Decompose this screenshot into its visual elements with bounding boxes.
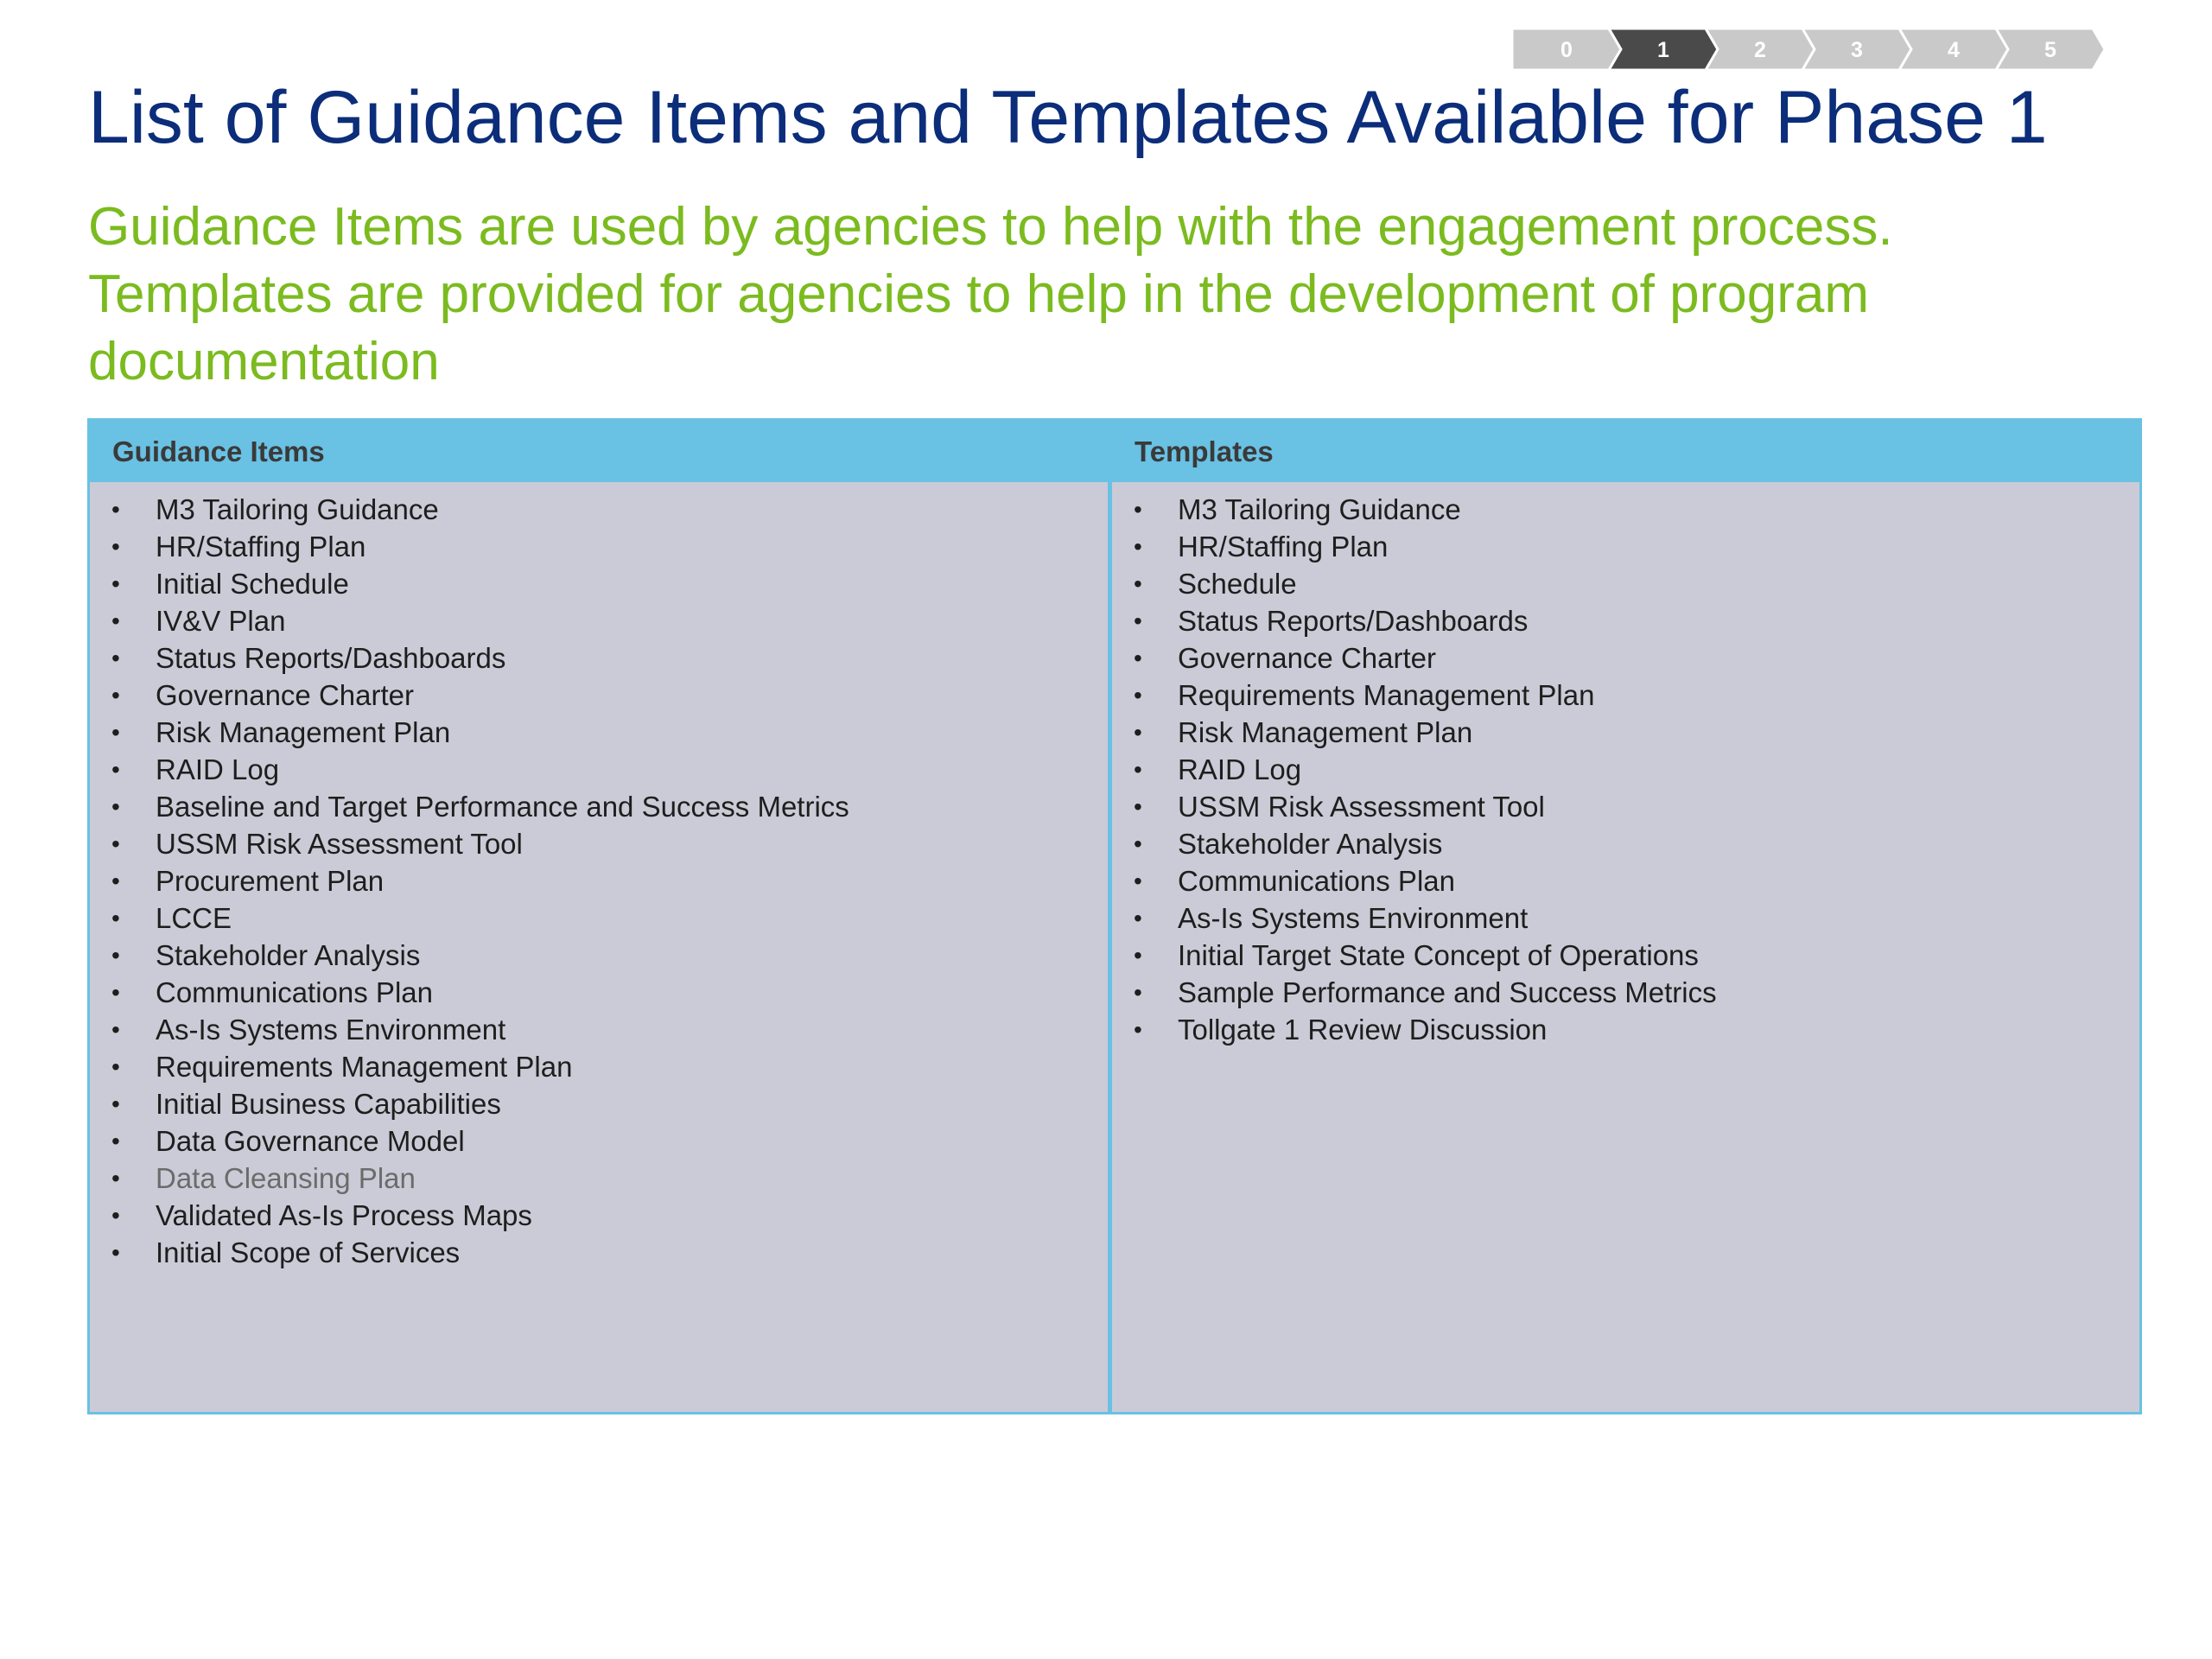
- templates-column: [1112, 421, 2139, 1412]
- phase-step-label: 5: [2044, 38, 2056, 62]
- list-item: [90, 751, 1108, 788]
- list-item: [1112, 825, 2139, 862]
- list-item: [90, 899, 1108, 937]
- bullet-icon: •: [111, 1053, 120, 1080]
- bullet-icon: •: [1134, 756, 1142, 783]
- list-item: [1112, 491, 2139, 528]
- bullet-icon: •: [111, 607, 120, 634]
- bullet-icon: •: [111, 533, 120, 560]
- list-item-label: RAID Log: [1178, 753, 1302, 785]
- list-item-label: Governance Charter: [1178, 642, 1436, 674]
- list-item-label: Tollgate 1 Review Discussion: [1178, 1014, 1548, 1046]
- subtitle-line: documentation: [88, 332, 440, 391]
- list-item-label: Stakeholder Analysis: [1178, 828, 1443, 860]
- list-item-label: Requirements Management Plan: [156, 1051, 573, 1083]
- bullet-icon: •: [1134, 830, 1142, 857]
- subtitle-line: Guidance Items are used by agencies to help with the engagement process.: [88, 197, 1893, 257]
- bullet-icon: •: [111, 1128, 120, 1154]
- phase-step-label: 1: [1657, 38, 1669, 62]
- list-item: [90, 1011, 1108, 1048]
- list-item: [1112, 602, 2139, 639]
- list-item: [90, 974, 1108, 1011]
- list-item-label: Risk Management Plan: [156, 716, 451, 748]
- bullet-icon: •: [1134, 942, 1142, 969]
- bullet-icon: •: [111, 1202, 120, 1229]
- list-item-label: Risk Management Plan: [1178, 716, 1473, 748]
- bullet-icon: •: [1134, 905, 1142, 931]
- bullet-icon: •: [1134, 793, 1142, 820]
- list-item-label: Stakeholder Analysis: [156, 939, 421, 971]
- bullet-icon: •: [1134, 719, 1142, 746]
- page-subtitle: [88, 194, 2145, 396]
- bullet-icon: •: [111, 719, 120, 746]
- bullet-icon: •: [111, 905, 120, 931]
- list-item: [90, 602, 1108, 639]
- list-item: [90, 788, 1108, 825]
- bullet-icon: •: [111, 1090, 120, 1117]
- list-item-label: Requirements Management Plan: [1178, 679, 1595, 711]
- list-item: [1112, 528, 2139, 565]
- list-item: [90, 825, 1108, 862]
- list-item: [90, 528, 1108, 565]
- list-item: [1112, 937, 2139, 974]
- bullet-icon: •: [111, 942, 120, 969]
- bullet-icon: •: [1134, 607, 1142, 634]
- list-item-label: Initial Business Capabilities: [156, 1088, 501, 1120]
- list-item-label: Sample Performance and Success Metrics: [1178, 976, 1717, 1008]
- templates-header: Templates: [1112, 421, 2139, 482]
- list-item-label: As-Is Systems Environment: [156, 1014, 506, 1046]
- list-item-label: Status Reports/Dashboards: [156, 642, 506, 674]
- list-item-label: Validated As-Is Process Maps: [156, 1199, 532, 1231]
- list-item-label: Governance Charter: [156, 679, 414, 711]
- list-item-label: HR/Staffing Plan: [1178, 531, 1389, 563]
- subtitle-line: Templates are provided for agencies to help in the development of program: [88, 264, 1869, 324]
- list-item: [90, 714, 1108, 751]
- bullet-icon: •: [111, 793, 120, 820]
- phase-stepper-graphic: [1512, 29, 2105, 70]
- list-item: [90, 639, 1108, 677]
- bullet-icon: •: [111, 1016, 120, 1043]
- list-item: [1112, 1011, 2139, 1048]
- phase-step-label: 2: [1754, 38, 1766, 62]
- bullet-icon: •: [1134, 645, 1142, 671]
- list-item: [1112, 565, 2139, 602]
- list-item-label: LCCE: [156, 902, 232, 934]
- list-item-label: USSM Risk Assessment Tool: [156, 828, 523, 860]
- list-item-label: Initial Schedule: [156, 568, 349, 600]
- list-item: [1112, 714, 2139, 751]
- list-item: [90, 937, 1108, 974]
- list-item-label: IV&V Plan: [156, 605, 286, 637]
- bullet-icon: •: [111, 830, 120, 857]
- phase-stepper: [1512, 29, 2105, 70]
- list-item: [90, 1122, 1108, 1160]
- list-item: [90, 677, 1108, 714]
- guidance-items-column: [90, 421, 1112, 1412]
- bullet-icon: •: [1134, 979, 1142, 1006]
- bullet-icon: •: [111, 570, 120, 597]
- bullet-icon: •: [1134, 682, 1142, 709]
- list-item-label: Baseline and Target Performance and Success Metrics: [156, 791, 849, 823]
- bullet-icon: •: [111, 979, 120, 1006]
- list-item-label: Initial Target State Concept of Operations: [1178, 939, 1699, 971]
- list-item: [90, 1085, 1108, 1122]
- list-item: [90, 491, 1108, 528]
- list-item: [90, 862, 1108, 899]
- list-item: [1112, 639, 2139, 677]
- phase-step-label: 3: [1851, 38, 1863, 62]
- phase-step-label: 4: [1948, 38, 1960, 62]
- guidance-items-list: [90, 482, 1108, 1271]
- bullet-icon: •: [111, 868, 120, 894]
- list-item-label: Initial Scope of Services: [156, 1236, 461, 1268]
- list-item: [90, 1234, 1108, 1271]
- bullet-icon: •: [1134, 868, 1142, 894]
- list-item: [1112, 862, 2139, 899]
- list-item-label: Data Cleansing Plan: [156, 1162, 416, 1194]
- list-item: [1112, 677, 2139, 714]
- list-item-label: Status Reports/Dashboards: [1178, 605, 1529, 637]
- list-item-label: Communications Plan: [1178, 865, 1455, 897]
- list-item-label: Procurement Plan: [156, 865, 385, 897]
- list-item-label: M3 Tailoring Guidance: [156, 493, 439, 525]
- page-title: List of Guidance Items and Templates Available for Phase 1: [88, 76, 2048, 159]
- bullet-icon: •: [111, 1165, 120, 1192]
- bullet-icon: •: [111, 682, 120, 709]
- list-item: [1112, 974, 2139, 1011]
- list-item-label: As-Is Systems Environment: [1178, 902, 1529, 934]
- bullet-icon: •: [111, 756, 120, 783]
- bullet-icon: •: [1134, 533, 1142, 560]
- list-item: [90, 565, 1108, 602]
- list-item: [1112, 899, 2139, 937]
- phase-step-label: 0: [1560, 38, 1573, 62]
- bullet-icon: •: [111, 496, 120, 523]
- guidance-items-header: Guidance Items: [90, 421, 1108, 482]
- templates-list: [1112, 482, 2139, 1048]
- bullet-icon: •: [111, 645, 120, 671]
- list-item: [1112, 788, 2139, 825]
- list-item: [90, 1160, 1108, 1197]
- list-item-label: Communications Plan: [156, 976, 433, 1008]
- items-table: [87, 418, 2142, 1414]
- list-item-label: Schedule: [1178, 568, 1297, 600]
- list-item: [1112, 751, 2139, 788]
- list-item: [90, 1197, 1108, 1234]
- list-item-label: RAID Log: [156, 753, 280, 785]
- bullet-icon: •: [111, 1239, 120, 1266]
- list-item: [90, 1048, 1108, 1085]
- bullet-icon: •: [1134, 570, 1142, 597]
- bullet-icon: •: [1134, 496, 1142, 523]
- bullet-icon: •: [1134, 1016, 1142, 1043]
- list-item-label: USSM Risk Assessment Tool: [1178, 791, 1545, 823]
- list-item-label: Data Governance Model: [156, 1125, 465, 1157]
- list-item-label: HR/Staffing Plan: [156, 531, 366, 563]
- list-item-label: M3 Tailoring Guidance: [1178, 493, 1461, 525]
